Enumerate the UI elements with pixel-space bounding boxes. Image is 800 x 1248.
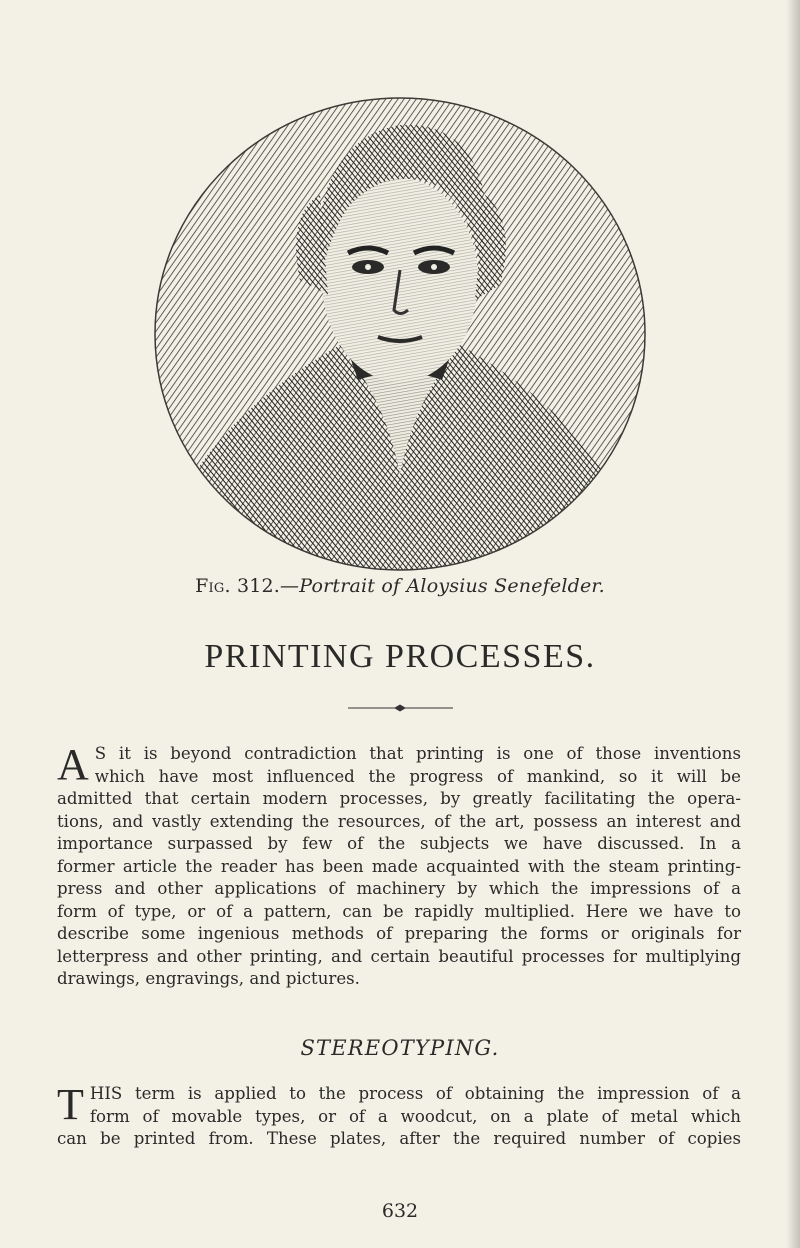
section-heading: STEREOTYPING. [300,1036,500,1060]
text-line: letterpress and other printing, and certain beautiful processes for multiplying [57,946,741,966]
section-paragraph [57,1080,741,1151]
text-line: former article the reader has been made acquainted with the steam printing- [57,856,741,876]
text-line: admitted that certain modern processes, by greatly facilitating the opera- [57,789,741,808]
text-line: S it is beyond contradiction that printing is one of those inventions [94,744,741,763]
text-line: HIS term is applied to the process of obtaining the impression of a [89,1084,741,1103]
divider-ornament [348,704,453,712]
text-line: importance surpassed by few of the subjects we have discussed. In a [57,834,741,853]
figure-label: Fig. [195,575,231,597]
page-edge-shadow [786,0,800,1248]
text-line: press and other applications of machinery by which the impressions of a [57,879,741,898]
page-number: 632 [381,1200,419,1222]
text-line: tions, and vastly extending the resources, of the art, possess an interest and [57,811,741,831]
portrait-engraving [150,95,650,573]
text-line: form of type, or of a pattern, can be rapidly multiplied. Here we have to [57,901,741,921]
text-line: describe some ingenious methods of preparing the forms or originals for [57,924,741,943]
text-line: which have most influenced the progress of mankind, so it will be [94,766,741,786]
intro-paragraph [57,740,741,991]
figure-caption [0,575,800,597]
intro-dropcap: A [57,740,89,789]
section-dropcap: T [57,1080,84,1129]
chapter-heading: PRINTING PROCESSES. [204,638,596,675]
text-line: drawings, engravings, and pictures. [57,969,360,988]
figure-title: —Portrait of Aloysius Senefelder. [280,575,605,597]
text-line: form of movable types, or of a woodcut, on a plate of metal which [89,1106,741,1126]
text-line: can be printed from. These plates, after the required number of copies [57,1129,741,1148]
figure-number: 312. [236,575,281,597]
